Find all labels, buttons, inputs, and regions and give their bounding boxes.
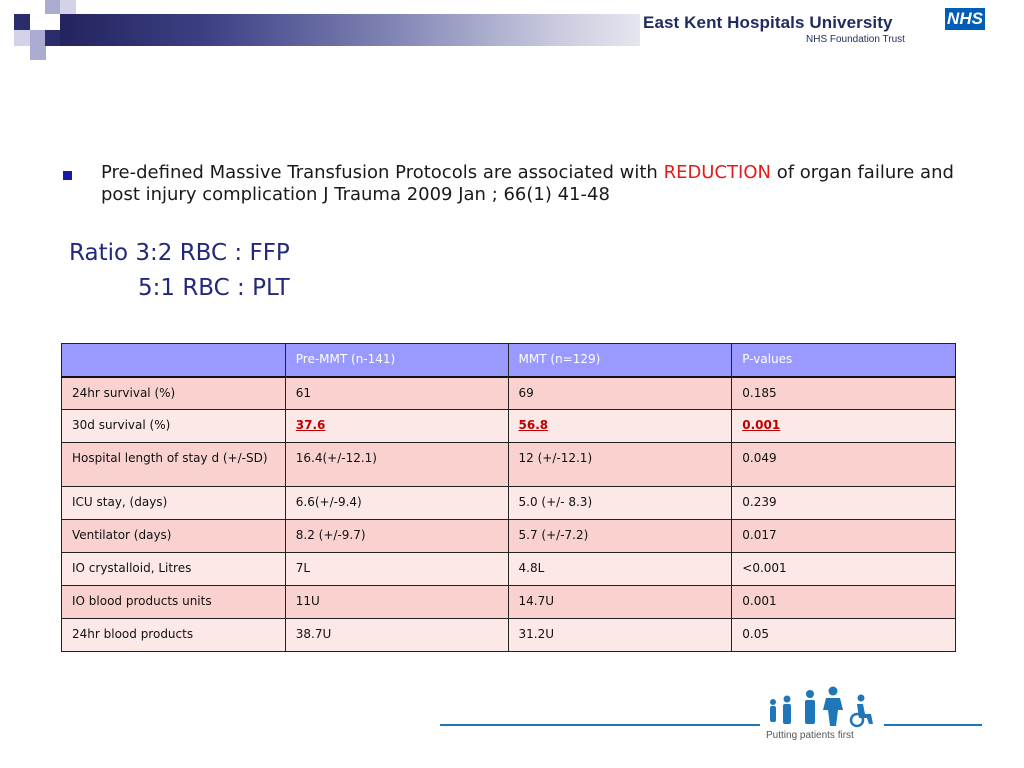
table-header-row	[62, 344, 956, 377]
table-cell: 0.185	[732, 377, 956, 410]
header-square-6	[30, 46, 46, 60]
table-row	[62, 487, 956, 520]
ratio-line-1: Ratio 3:2 RBC : FFP	[69, 240, 290, 266]
trust-name: East Kent Hospitals University	[643, 13, 893, 32]
row-label: 30d survival (%)	[62, 410, 286, 443]
table-cell: 0.017	[732, 520, 956, 553]
bullet-highlight: REDUCTION	[663, 162, 771, 183]
bullet-text-after: of organ failure and post injury complication J Trauma 2009 Jan ; 66(1) 41-48	[101, 162, 954, 205]
table-cell: 11U	[285, 586, 508, 619]
table-cell: 0.05	[732, 619, 956, 652]
header-cell: P-values	[732, 344, 956, 377]
footer-line-right	[884, 724, 982, 726]
header-square-4	[14, 30, 30, 46]
row-label: IO crystalloid, Litres	[62, 553, 286, 586]
table-cell: 0.049	[732, 443, 956, 487]
bullet-square-icon	[63, 171, 72, 180]
table-cell: 0.239	[732, 487, 956, 520]
people-family-icon	[765, 686, 883, 730]
table-cell: 38.7U	[285, 619, 508, 652]
table-cell: 61	[285, 377, 508, 410]
header-square-2	[45, 0, 61, 14]
table-cell: 7L	[285, 553, 508, 586]
table-cell: 69	[508, 377, 732, 410]
row-label: 24hr blood products	[62, 619, 286, 652]
footer-slogan: Putting patients first	[766, 730, 854, 741]
table-row	[62, 443, 956, 487]
table-cell: 37.6	[285, 410, 508, 443]
header-square-7	[60, 0, 76, 14]
table-row	[62, 520, 956, 553]
table-cell: 5.0 (+/- 8.3)	[508, 487, 732, 520]
header-square-5	[45, 30, 61, 46]
table-cell: 16.4(+/-12.1)	[285, 443, 508, 487]
ratio-line-2: 5:1 RBC : PLT	[138, 275, 290, 301]
table-cell: 0.001	[732, 586, 956, 619]
header-gradient-bar	[60, 14, 640, 46]
table-row	[62, 553, 956, 586]
table-cell: 5.7 (+/-7.2)	[508, 520, 732, 553]
table-row	[62, 619, 956, 652]
table-cell: 14.7U	[508, 586, 732, 619]
row-label: IO blood products units	[62, 586, 286, 619]
header-square-3	[30, 30, 46, 46]
table-cell: 0.001	[732, 410, 956, 443]
table-row	[62, 586, 956, 619]
row-label: ICU stay, (days)	[62, 487, 286, 520]
header-square-1	[14, 14, 30, 30]
footer-line-left	[440, 724, 760, 726]
row-label: 24hr survival (%)	[62, 377, 286, 410]
table-cell: 4.8L	[508, 553, 732, 586]
table-row	[62, 377, 956, 410]
trust-logo	[640, 6, 990, 46]
table-cell: <0.001	[732, 553, 956, 586]
header-cell: MMT (n=129)	[508, 344, 732, 377]
header-cell	[62, 344, 286, 377]
table-cell: 31.2U	[508, 619, 732, 652]
bullet-text	[101, 162, 961, 206]
bullet-text-before: Pre-defined Massive Transfusion Protocols are associated with	[101, 162, 664, 183]
row-label: Ventilator (days)	[62, 520, 286, 553]
outcomes-table	[61, 343, 956, 652]
table-cell: 8.2 (+/-9.7)	[285, 520, 508, 553]
table-cell: 6.6(+/-9.4)	[285, 487, 508, 520]
nhs-badge: NHS	[945, 8, 985, 30]
row-label: Hospital length of stay d (+/-SD)	[62, 443, 286, 487]
header-cell: Pre-MMT (n-141)	[285, 344, 508, 377]
table-row	[62, 410, 956, 443]
table-cell: 56.8	[508, 410, 732, 443]
trust-subtitle: NHS Foundation Trust	[806, 34, 905, 45]
table-cell: 12 (+/-12.1)	[508, 443, 732, 487]
